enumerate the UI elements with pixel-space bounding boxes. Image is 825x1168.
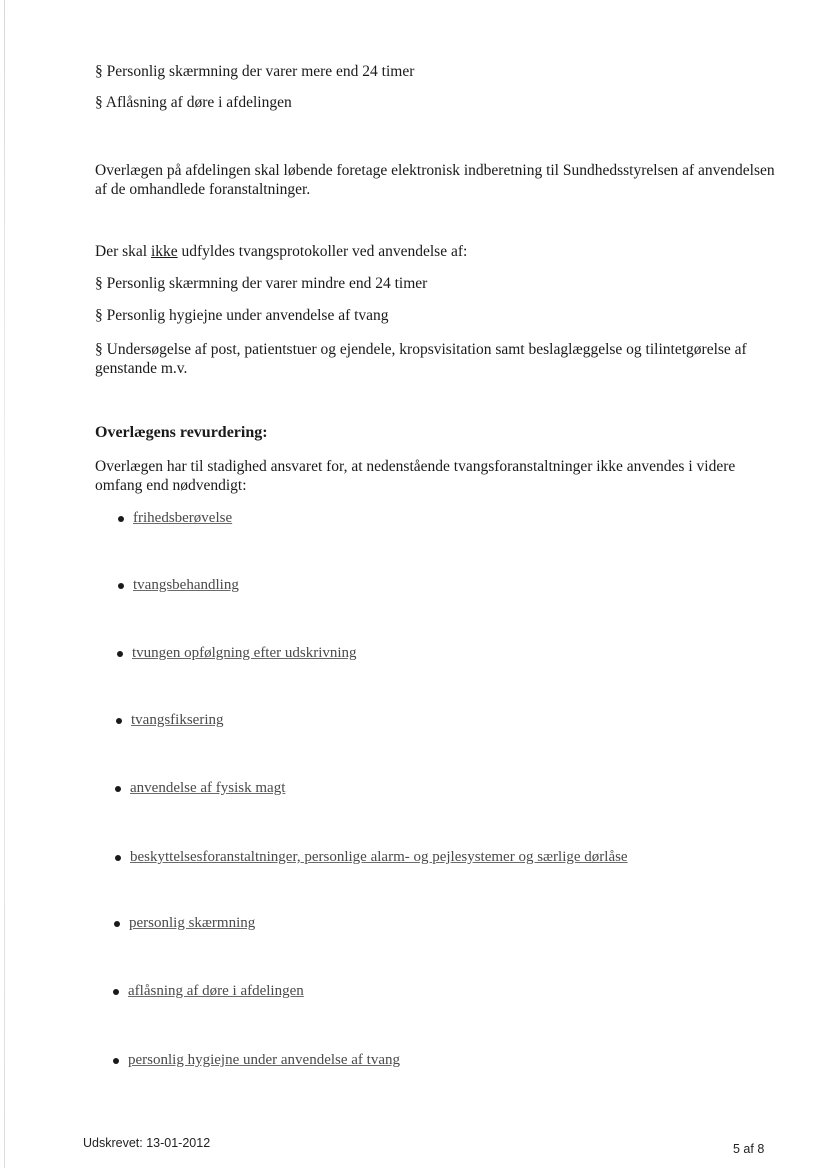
- bullet-dot: [113, 1058, 119, 1064]
- bullet-item-personlig-hygiejne: [113, 1052, 400, 1069]
- bullet-dot: [116, 718, 122, 724]
- bullet-item-fysisk-magt: [115, 780, 285, 797]
- bullet-dot: [117, 651, 123, 657]
- scan-edge: [4, 0, 5, 1168]
- link-beskyttelsesforanstaltninger[interactable]: beskyttelsesforanstaltninger, personlige alarm- og pejlesystemer og særlige dørlåse: [130, 849, 628, 865]
- no-protocol-intro: [95, 242, 467, 261]
- no-protocol-item-search: § Undersøgelse af post, patientstuer og ejendele, kropsvisitation samt beslaglæggelse og tilintetgørelse af genstande m.v.: [95, 341, 747, 377]
- bullet-item-tvungen-opfolgning: [117, 645, 357, 662]
- link-personlig-skaermning[interactable]: personlig skærmning: [129, 915, 256, 931]
- bullet-item-personlig-skaermning: [114, 915, 255, 932]
- footer-printed-date: Udskrevet: 13-01-2012: [83, 1136, 211, 1150]
- link-frihedsberovelse[interactable]: frihedsberøvelse: [133, 510, 233, 526]
- bullet-item-tvangsbehandling: [118, 577, 239, 594]
- review-paragraph: Overlægen har til stadighed ansvaret for, at nedenstående tvangsforanstaltninger ikke anvendes i videre omfang end nødvendigt:: [95, 458, 736, 494]
- link-personlig-hygiejne[interactable]: personlig hygiejne under anvendelse af tvang: [128, 1052, 400, 1068]
- bullet-item-tvangsfiksering: [116, 712, 223, 729]
- no-protocol-intro-before: Der skal: [95, 243, 151, 260]
- bullet-dot: [115, 855, 121, 861]
- no-protocol-intro-underlined: ikke: [150, 243, 178, 260]
- review-heading: Overlægens revurdering:: [95, 424, 268, 441]
- bullet-dot: [113, 989, 119, 995]
- bullet-item-frihedsberovelse: [118, 510, 232, 527]
- link-tvangsfiksering[interactable]: tvangsfiksering: [131, 712, 224, 728]
- no-protocol-item-screening-under-24h: § Personlig skærmning der varer mindre end 24 timer: [95, 275, 428, 292]
- section-item-door-locking: § Aflåsning af døre i afdelingen: [95, 94, 292, 111]
- bullet-item-beskyttelsesforanstaltninger: [115, 849, 628, 866]
- link-fysisk-magt[interactable]: anvendelse af fysisk magt: [130, 780, 286, 796]
- bullet-dot: [118, 516, 124, 522]
- footer-page-number: 5 af 8: [733, 1142, 765, 1156]
- no-protocol-item-hygiene: § Personlig hygiejne under anvendelse af tvang: [95, 307, 389, 324]
- bullet-dot: [115, 786, 121, 792]
- link-tvangsbehandling[interactable]: tvangsbehandling: [133, 577, 239, 593]
- link-aflaasning[interactable]: aflåsning af døre i afdelingen: [128, 983, 304, 999]
- bullet-dot: [118, 583, 124, 589]
- no-protocol-intro-after: udfyldes tvangsprotokoller ved anvendelse af:: [177, 243, 468, 260]
- section-item-screening-over-24h: § Personlig skærmning der varer mere end 24 timer: [95, 63, 415, 80]
- link-tvungen-opfolgning[interactable]: tvungen opfølgning efter udskrivning: [132, 645, 357, 661]
- reporting-paragraph: Overlægen på afdelingen skal løbende foretage elektronisk indberetning til Sundhedsstyrelsen af anvendelsen af de omhandlede foranstaltninger.: [95, 162, 775, 198]
- bullet-dot: [114, 921, 120, 927]
- bullet-item-aflaasning: [113, 983, 304, 1000]
